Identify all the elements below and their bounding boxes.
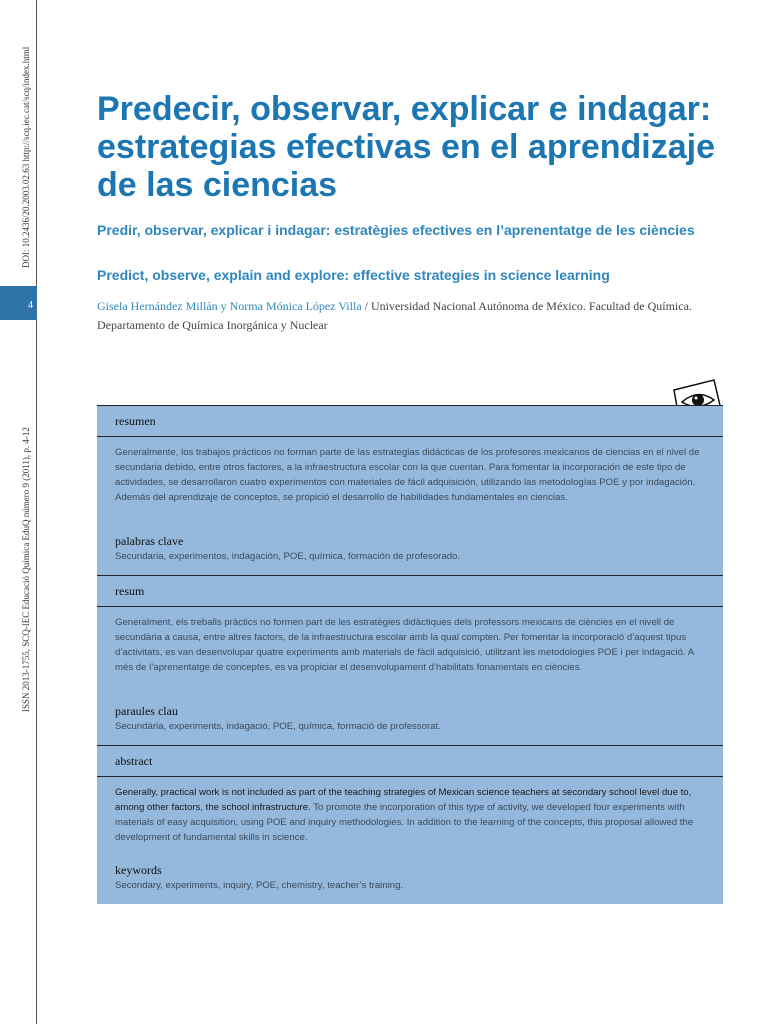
resumen-heading: resumen — [115, 414, 156, 428]
author-names: Gisela Hernández Millán y Norma Mónica López Villa — [97, 299, 362, 313]
abstract-text — [115, 785, 707, 845]
doi-sidebar-text: DOI: 10.2436/20.2003.02.63 http://scq.iec.cat/scq/index.html — [21, 46, 31, 268]
subtitle-catalan: Predir, observar, explicar i indagar: estratègies efectives en l’aprenentatge de les ciències — [97, 222, 695, 238]
page-number: 4 — [28, 300, 33, 311]
margin-rule — [36, 0, 37, 1024]
keywords-text: Secondary, experiments, inquiry, POE, chemistry, teacher’s training. — [115, 880, 404, 891]
abstract-box — [97, 405, 723, 904]
author-separator: / — [361, 299, 371, 313]
resumen-heading-bar — [97, 405, 723, 437]
abstract-heading: abstract — [115, 754, 153, 768]
page-number-tab — [0, 286, 37, 320]
palabras-clave-heading: palabras clave — [115, 534, 184, 548]
keywords-heading: keywords — [115, 863, 162, 877]
abstract-heading-bar — [97, 745, 723, 777]
issn-sidebar-text: ISSN 2013-1755, SCQ-IEC Educació Química EduQ número 9 (2011), p. 4-12 — [21, 427, 31, 712]
authors-line — [97, 297, 737, 335]
resum-heading: resum — [115, 584, 145, 598]
author-affiliation: Universidad Nacional Autónoma de México. Facultad de Química. Departamento de Química Inorgánica y Nuclear — [97, 299, 692, 332]
resum-text: Generalment, els treballs pràctics no formen part de les estratègies didàctiques dels professors mexicans de ciències en el nivell de secundària a causa, entre altres factors, de la infraestructura escolar amb la qual compten. Per fomentar la incorporació d’aquest tipus d’activitats, es van desenvolupar quatre experiments amb materials de fàcil adquisició, utilitzant les metodologies POE i per indagació. A més de l’aprenentatge de conceptes, es va propiciar el desenvolupament d’habilitats fonamentals en ciències. — [115, 617, 694, 673]
palabras-clave-text: Secundaria, experimentos, indagación, POE, química, formación de profesorado. — [115, 551, 461, 562]
abstract-text-rest: To promote the incorporation of this type of activity, we developed four experiments with materials of easy acquisition, using POE and inquiry methodologies. In addition to the learning of the concepts, this proposal allowed the development of fundamental skills in science. — [115, 802, 694, 843]
resum-heading-bar — [97, 575, 723, 607]
paraules-clau-text: Secundària, experiments, indagació, POE, química, formació de professorat. — [115, 721, 441, 732]
abstract-text-highlight: Generally, practical work is not included as part of the teaching strategies of Mexican science teachers at secondary school level due to, among other factors, the school infrastructure. — [115, 787, 692, 813]
paraules-clau-heading: paraules clau — [115, 704, 178, 718]
article-title: Predecir, observar, explicar e indagar: estrategias efectivas en el aprendizaje de las ciencias — [97, 90, 715, 204]
subtitle-english: Predict, observe, explain and explore: effective strategies in science learning — [97, 267, 610, 283]
resumen-text: Generalmente, los trabajos prácticos no forman parte de las estrategias didácticas de los profesores mexicanos de ciencias en el nivel de secundaria debido, entre otros factores, a la infraestructura escolar con la que cuentan. Para fomentar la incorporación de este tipo de actividades, se desarrollaron cuatro experimentos con materiales de fácil adquisición, utilizando las metodologías POE y por indagación. Además del aprendizaje de conceptos, se propició el desarrollo de habilidades fundamentales en ciencias. — [115, 447, 700, 503]
